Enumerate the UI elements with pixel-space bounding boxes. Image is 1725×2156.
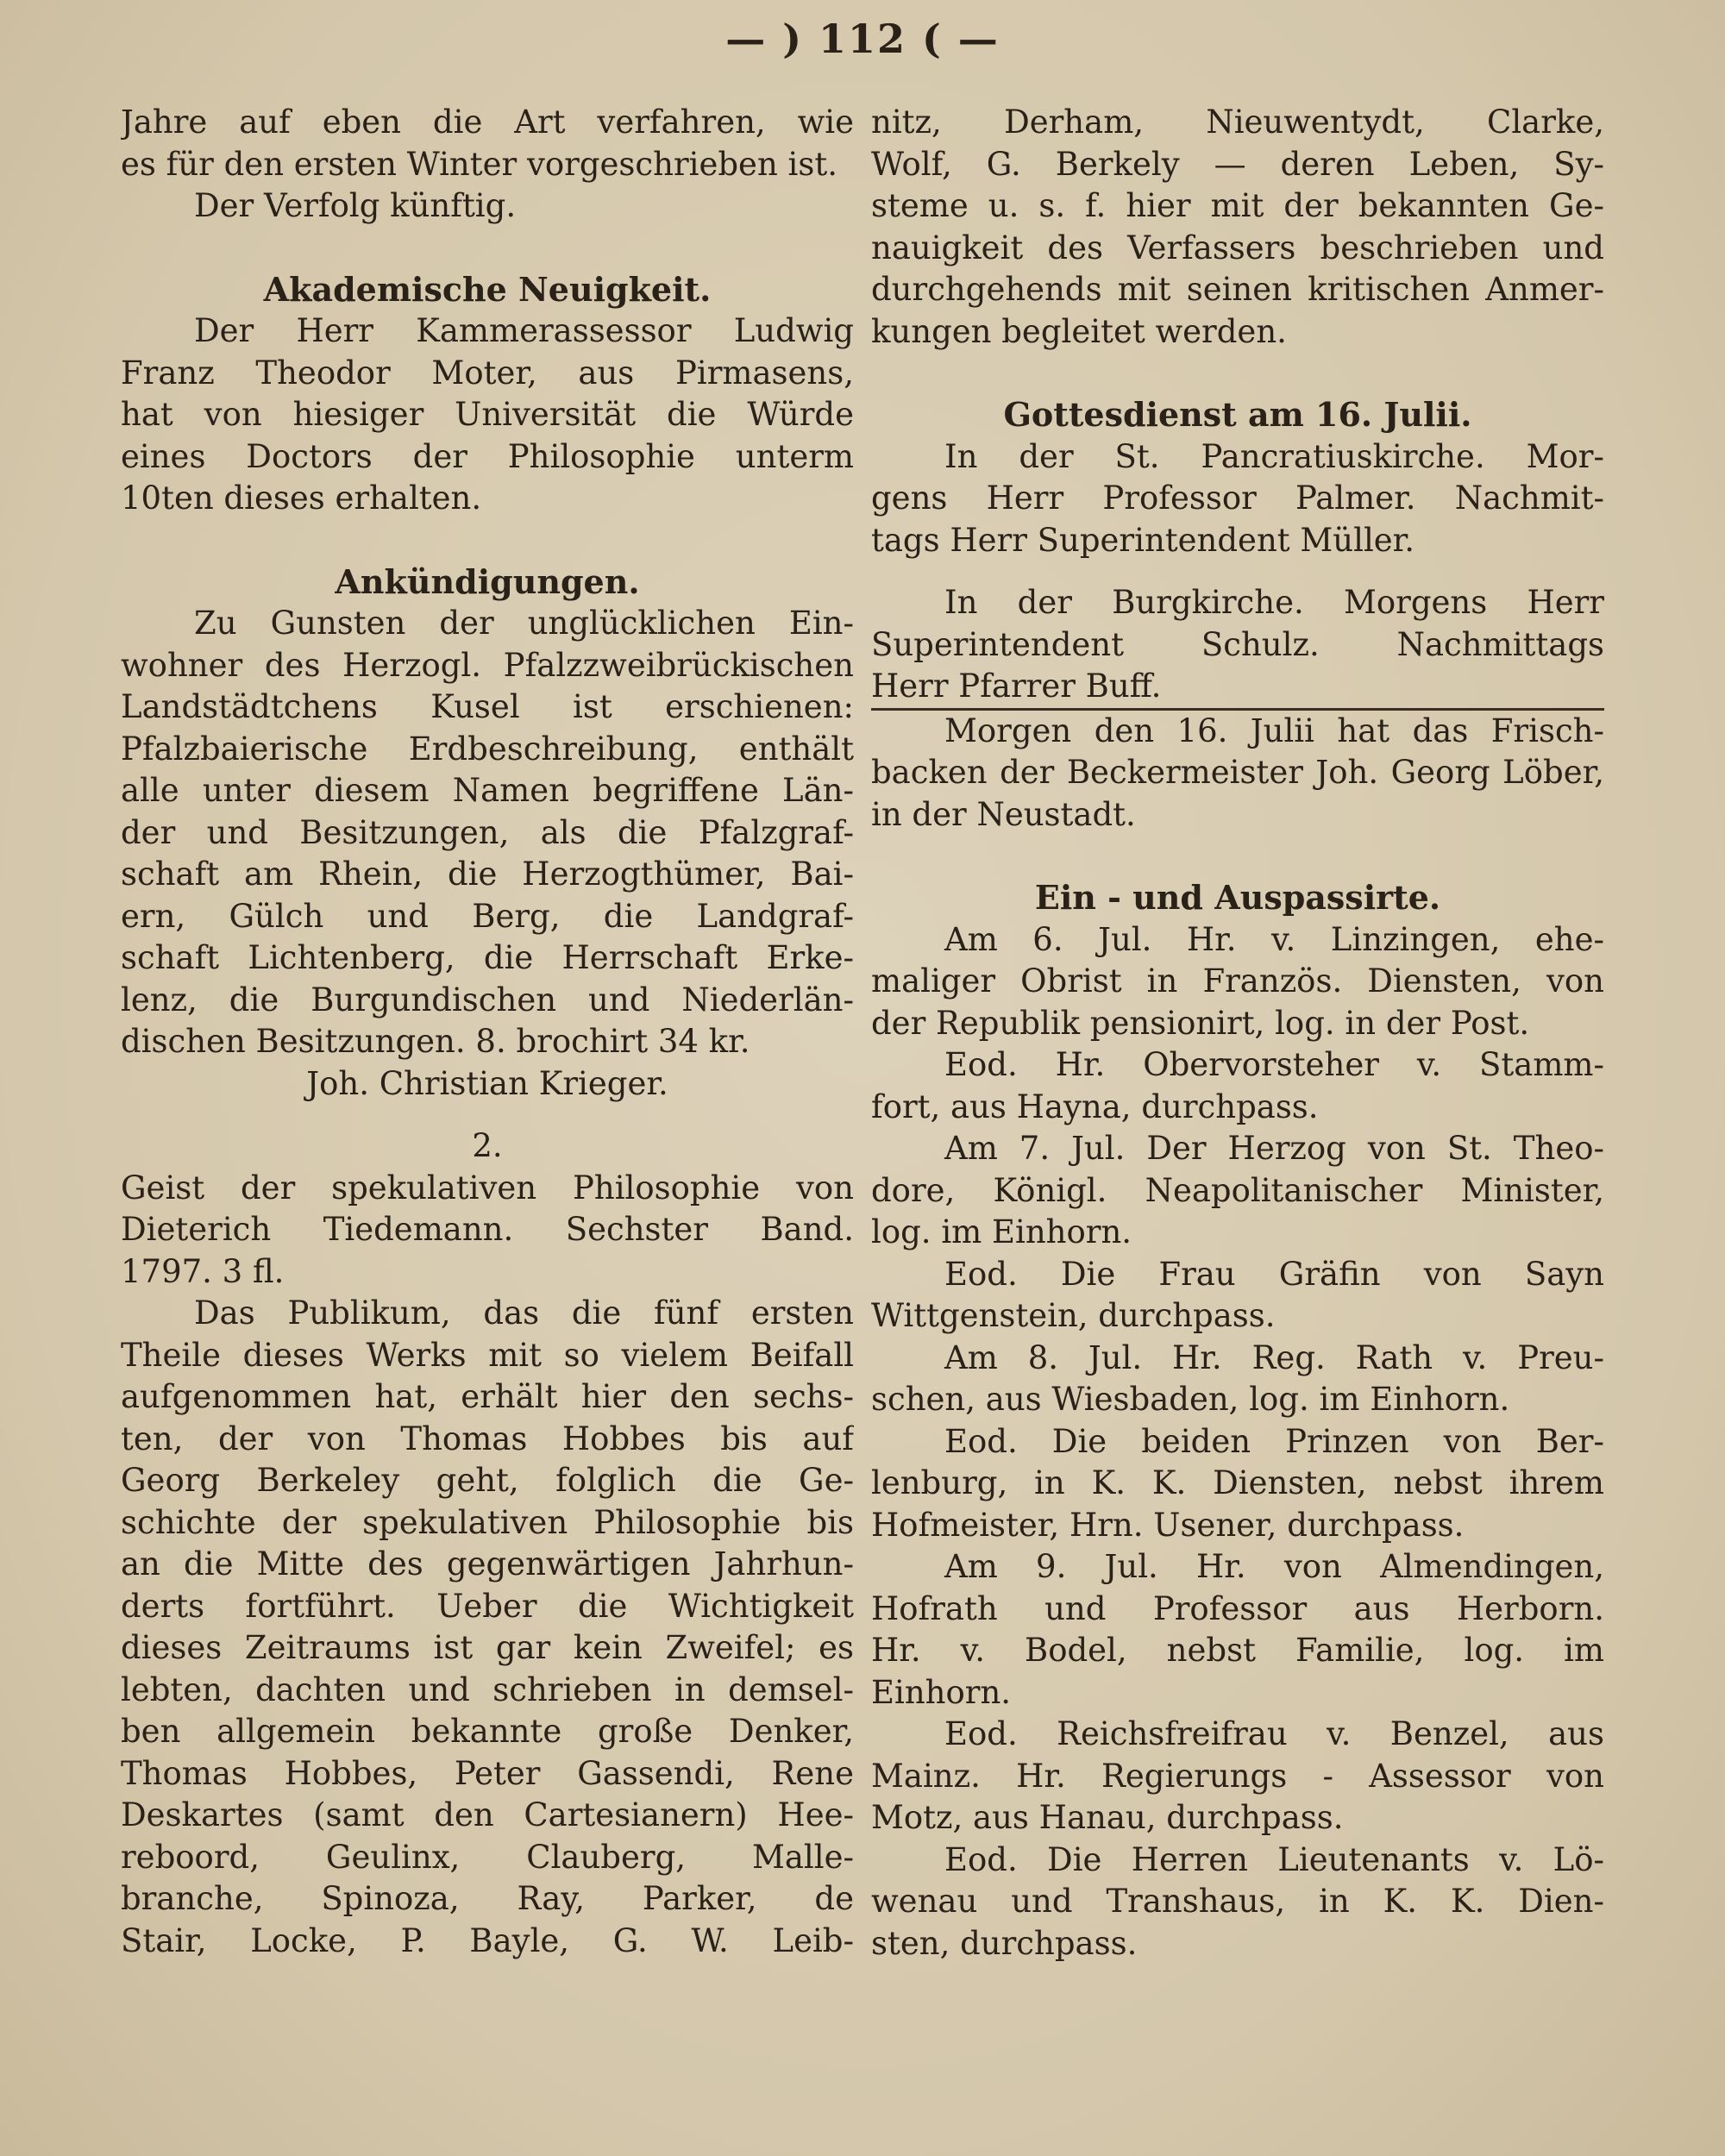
text-line: Herr Pfarrer Buff. (871, 667, 1162, 705)
text-line: Hr. v. Bodel, nebst Familie, log. im (871, 1632, 1604, 1669)
spacer (121, 520, 854, 561)
text-line: aufgenommen hat, erhält hier den sechs- (121, 1378, 854, 1415)
text-line: eines Doctors der Philosophie unterm (121, 437, 854, 475)
text-line: tags Herr Superintendent Müller. (871, 521, 1415, 559)
text-line: schen, aus Wiesbaden, log. im Einhorn. (871, 1381, 1510, 1418)
text-line: sten, durchpass. (871, 1924, 1138, 1962)
text-line: hat von hiesiger Universität die Würde (121, 396, 854, 433)
text-line: wenau und Transhaus, in K. K. Dien- (871, 1883, 1604, 1920)
text-line: ern, Gülch und Berg, die Landgraf- (121, 897, 854, 935)
right-column (871, 102, 1604, 1965)
text-line: es für den ersten Winter vorgeschrieben ist. (121, 145, 838, 183)
text-line: lenz, die Burgundischen und Niederlän- (121, 981, 854, 1018)
text-line: schichte der spekulativen Philosophie bis (121, 1503, 854, 1541)
text-line: nauigkeit des Verfassers beschrieben und (871, 229, 1604, 266)
text-line: Am 6. Jul. Hr. v. Linzingen, ehe- (944, 920, 1604, 958)
text-line: Wittgenstein, durchpass. (871, 1297, 1276, 1334)
text-line: dieses Zeitraums ist gar kein Zweifel; es (121, 1629, 854, 1666)
text-line: steme u. s. f. hier mit der bekannten Ge- (871, 187, 1604, 224)
text-line: dore, Königl. Neapolitanischer Minister, (871, 1171, 1604, 1209)
text-line: In der St. Pancratiuskirche. Mor- (944, 437, 1604, 475)
text-line: branche, Spinoza, Ray, Parker, de (121, 1880, 854, 1917)
section-heading: Ein - und Auspassirte. (1034, 878, 1441, 917)
text-line: Am 9. Jul. Hr. von Almendingen, (944, 1548, 1604, 1585)
text-line: maliger Obrist in Französ. Diensten, von (871, 962, 1604, 1000)
text-line: wohner des Herzogl. Pfalzzweibrückischen (121, 646, 854, 684)
section-heading: Gottesdienst am 16. Julii. (1003, 395, 1472, 434)
text-line: Zu Gunsten der unglücklichen Ein- (194, 605, 854, 642)
text-line: 10ten dieses erhalten. (121, 479, 482, 517)
text-line: kungen begleitet werden. (871, 312, 1287, 350)
text-line: alle unter diesem Namen begriffene Län- (121, 772, 854, 809)
text-line: Geist der spekulativen Philosophie von (121, 1169, 854, 1206)
text-line: Hofmeister, Hrn. Usener, durchpass. (871, 1506, 1465, 1544)
text-line: Eod. Die Frau Gräfin von Sayn (944, 1255, 1604, 1293)
text-line: Motz, aus Hanau, durchpass. (871, 1799, 1344, 1836)
spacer (871, 561, 1604, 582)
text-line: Superintendent Schulz. Nachmittags (871, 625, 1604, 663)
page-number-header: — ) 112 ( — (725, 16, 1000, 62)
text-line: Stair, Locke, P. Bayle, G. W. Leib- (121, 1921, 854, 1959)
text-line: ben allgemein bekannte große Denker, (121, 1713, 854, 1750)
text-line: gens Herr Professor Palmer. Nachmit- (871, 479, 1604, 517)
text-line: der und Besitzungen, als die Pfalzgraf- (121, 813, 854, 851)
text-line: reboord, Geulinx, Clauberg, Malle- (121, 1838, 854, 1876)
text-line: Deskartes (samt den Cartesianern) Hee- (121, 1796, 854, 1833)
text-line: backen der Beckermeister Joh. Georg Löber, (871, 754, 1604, 791)
text-line: Das Publikum, das die fünf ersten (194, 1294, 854, 1332)
text-line: Eod. Hr. Obervorsteher v. Stamm- (944, 1046, 1604, 1083)
text-line: Georg Berkeley geht, folglich die Ge- (121, 1462, 854, 1499)
text-line: lebten, dachten und schrieben in demsel- (121, 1670, 854, 1708)
text-line: Eod. Reichsfreifrau v. Benzel, aus (944, 1715, 1604, 1752)
text-line: Dieterich Tiedemann. Sechster Band. (121, 1211, 854, 1248)
text-line: ten, der von Thomas Hobbes bis auf (121, 1420, 854, 1457)
text-line: an die Mitte des gegenwärtigen Jahrhun- (121, 1545, 854, 1583)
text-line: durchgehends mit seinen kritischen Anmer- (871, 271, 1604, 308)
text-line: Mainz. Hr. Regierungs - Assessor von (871, 1757, 1604, 1795)
text-line: Wolf, G. Berkely — deren Leben, Sy- (871, 145, 1604, 183)
text-line: Landstädtchens Kusel ist erschienen: (121, 688, 854, 725)
text-line: 2. (472, 1127, 503, 1164)
text-line: schaft Lichtenberg, die Herrschaft Erke- (121, 939, 854, 976)
text-line: Joh. Christian Krieger. (306, 1064, 668, 1102)
spacer (121, 1105, 854, 1125)
text-line: dischen Besitzungen. 8. brochirt 34 kr. (121, 1023, 750, 1060)
spacer (871, 836, 1604, 877)
text-line: lenburg, in K. K. Diensten, nebst ihrem (871, 1464, 1604, 1501)
text-line: log. im Einhorn. (871, 1213, 1132, 1250)
text-line: 1797. 3 fl. (121, 1252, 285, 1290)
section-heading: Akademische Neuigkeit. (263, 269, 712, 309)
spacer (121, 228, 854, 269)
text-line: Franz Theodor Moter, aus Pirmasens, (121, 354, 854, 392)
text-line: Pfalzbaierische Erdbeschreibung, enthält (121, 730, 854, 768)
text-line: derts fortführt. Ueber die Wichtigkeit (121, 1587, 854, 1625)
text-line: Der Verfolg künftig. (194, 187, 517, 224)
text-line: schaft am Rhein, die Herzogthümer, Bai- (121, 856, 854, 893)
section-heading: Ankündigungen. (335, 561, 640, 601)
spacer (871, 353, 1604, 394)
text-line: fort, aus Hayna, durchpass. (871, 1087, 1319, 1125)
text-line: Der Herr Kammerassessor Ludwig (194, 312, 854, 349)
text-line: Einhorn. (871, 1673, 1012, 1711)
text-line: Morgen den 16. Julii hat das Frisch- (944, 711, 1604, 749)
left-column (121, 102, 854, 1962)
text-line: Thomas Hobbes, Peter Gassendi, Rene (121, 1754, 854, 1792)
text-line: Eod. Die beiden Prinzen von Ber- (944, 1422, 1604, 1460)
text-line: Jahre auf eben die Art verfahren, wie (121, 103, 854, 141)
text-line: Theile dieses Werks mit so vielem Beifall (121, 1336, 854, 1374)
text-line: Hofrath und Professor aus Herborn. (871, 1589, 1604, 1627)
text-line: in der Neustadt. (871, 795, 1136, 833)
text-line: Eod. Die Herren Lieutenants v. Lö- (944, 1840, 1604, 1878)
text-line: der Republik pensionirt, log. in der Post. (871, 1004, 1530, 1042)
text-line: Am 8. Jul. Hr. Reg. Rath v. Preu- (944, 1338, 1604, 1376)
text-line: In der Burgkirche. Morgens Herr (944, 584, 1604, 621)
text-line: nitz, Derham, Nieuwentydt, Clarke, (871, 103, 1604, 141)
text-line: Am 7. Jul. Der Herzog von St. Theo- (944, 1130, 1604, 1167)
